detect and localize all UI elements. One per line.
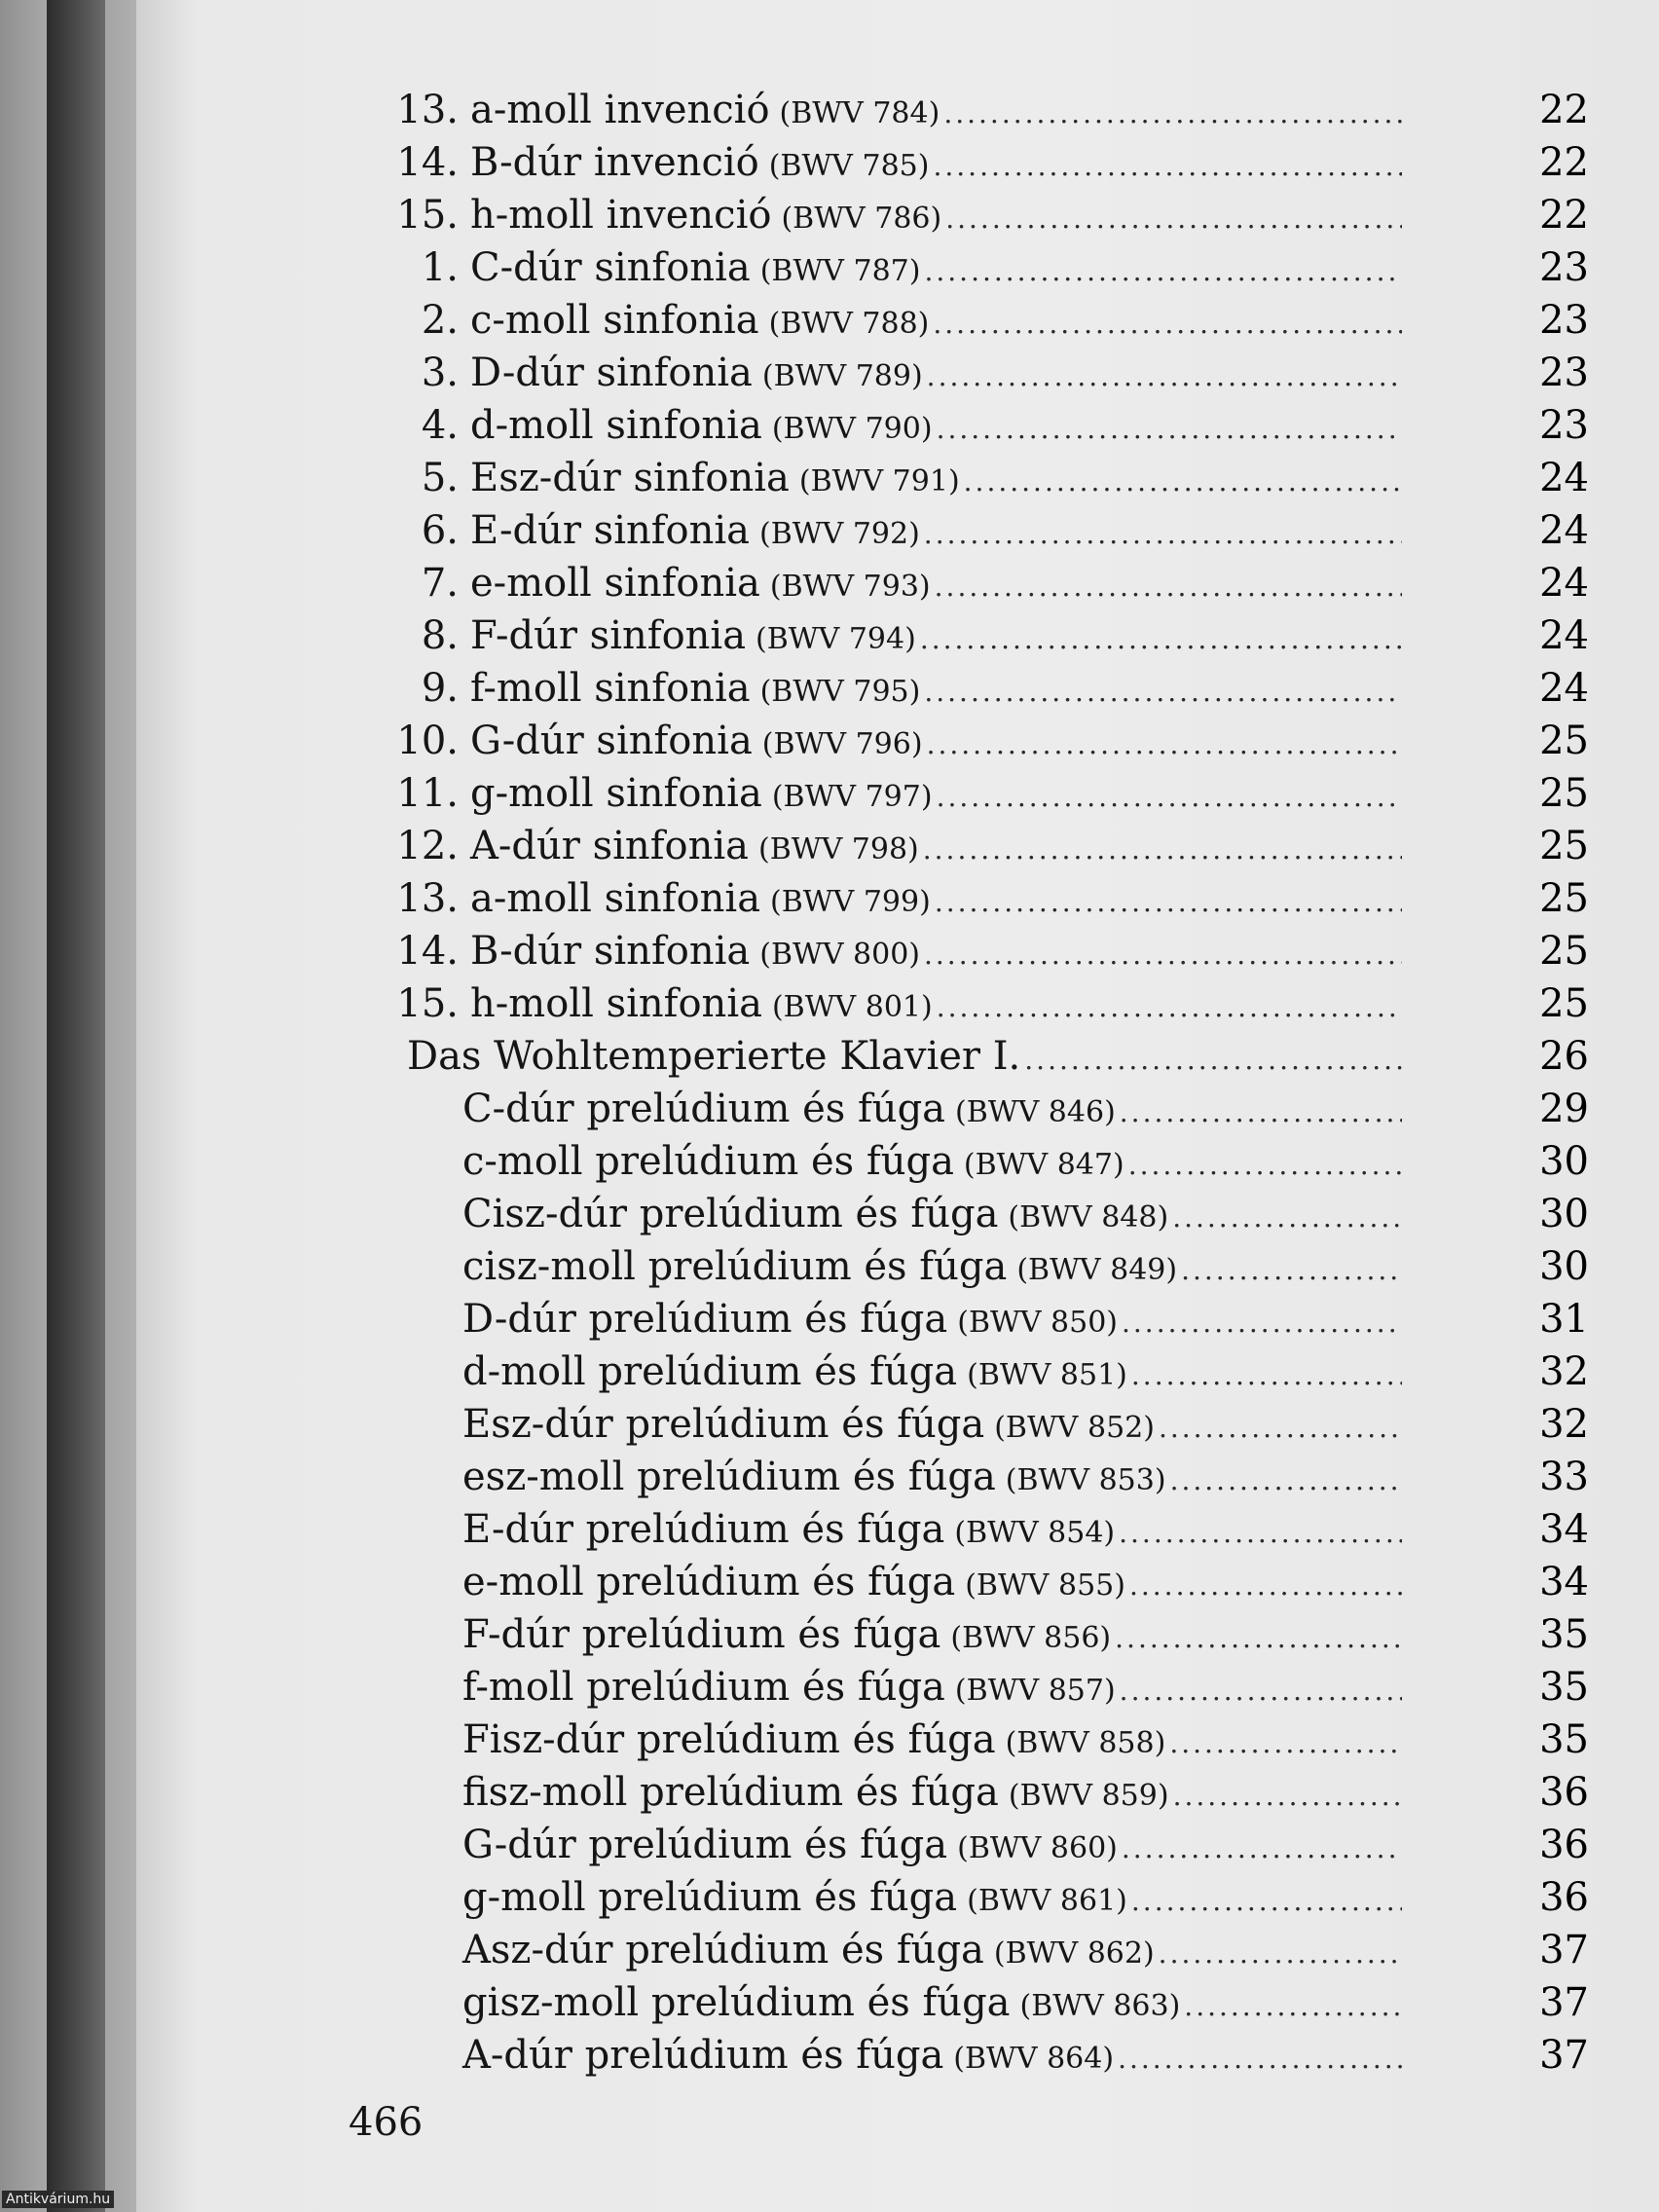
toc-entry-title: g-moll sinfonia bbox=[470, 771, 762, 816]
toc-entry bbox=[394, 929, 1402, 979]
toc-entry-page: 22 bbox=[1539, 140, 1589, 185]
dot-leader bbox=[937, 991, 1402, 1023]
toc-entry-title: esz-moll prelúdium és fúga bbox=[462, 1455, 996, 1499]
toc-entry bbox=[407, 1034, 1402, 1085]
toc-entry bbox=[462, 1612, 1402, 1663]
toc-entry-catalog-number: (BWV 849) bbox=[1016, 1253, 1178, 1287]
toc-entry-page: 37 bbox=[1539, 1928, 1589, 1972]
toc-entry-title: D-dúr sinfonia bbox=[470, 350, 753, 395]
dot-leader bbox=[935, 571, 1402, 603]
toc-entry bbox=[394, 771, 1402, 822]
toc-entry-title: F-dúr prelúdium és fúga bbox=[462, 1612, 941, 1657]
dot-leader bbox=[1115, 1622, 1402, 1654]
dot-leader bbox=[1181, 1254, 1402, 1286]
toc-entry-number: 12. bbox=[396, 824, 459, 868]
toc-entry-title: B-dúr sinfonia bbox=[470, 929, 751, 974]
toc-entry-title: Fisz-dúr prelúdium és fúga bbox=[462, 1717, 996, 1762]
toc-entry-number: 3. bbox=[421, 350, 459, 395]
toc-entry-number: 14. bbox=[396, 929, 459, 974]
toc-entry-catalog-number: (BWV 864) bbox=[953, 2042, 1115, 2076]
toc-entry-catalog-number: (BWV 859) bbox=[1008, 1779, 1169, 1813]
toc-entry-title: e-moll prelúdium és fúga bbox=[462, 1560, 956, 1604]
toc-entry-page: 36 bbox=[1539, 1770, 1589, 1815]
toc-entry-page: 22 bbox=[1539, 193, 1589, 238]
toc-entry-catalog-number: (BWV 790) bbox=[771, 412, 933, 446]
dot-leader bbox=[943, 97, 1402, 129]
toc-entry-page: 24 bbox=[1539, 613, 1589, 658]
toc-entry-page: 35 bbox=[1539, 1665, 1589, 1710]
toc-entry-title: B-dúr invenció bbox=[470, 140, 759, 185]
dot-leader bbox=[1159, 1937, 1402, 1970]
toc-entry-catalog-number: (BWV 788) bbox=[768, 307, 930, 341]
dot-leader bbox=[964, 465, 1402, 498]
toc-entry-title: Cisz-dúr prelúdium és fúga bbox=[462, 1192, 999, 1236]
toc-entry-title: f-moll sinfonia bbox=[470, 666, 751, 711]
page-number: 466 bbox=[349, 2100, 424, 2145]
dot-leader bbox=[1122, 1832, 1402, 1864]
toc-entry bbox=[394, 613, 1402, 664]
toc-entry bbox=[394, 298, 1402, 349]
toc-entry bbox=[394, 140, 1402, 191]
toc-entry bbox=[462, 1139, 1402, 1190]
toc-entry bbox=[394, 981, 1402, 1032]
toc-entry-page: 24 bbox=[1539, 561, 1589, 606]
toc-entry-catalog-number: (BWV 786) bbox=[781, 202, 942, 236]
toc-entry bbox=[462, 1349, 1402, 1400]
toc-entry-catalog-number: (BWV 856) bbox=[950, 1621, 1112, 1655]
toc-entry-page: 25 bbox=[1539, 824, 1589, 868]
toc-entry-page: 23 bbox=[1539, 298, 1589, 343]
dot-leader bbox=[1128, 1149, 1402, 1181]
toc-entry-catalog-number: (BWV 857) bbox=[954, 1674, 1116, 1708]
toc-entry bbox=[394, 245, 1402, 296]
dot-leader bbox=[935, 886, 1402, 918]
toc-entry-catalog-number: (BWV 861) bbox=[967, 1884, 1127, 1918]
toc-entry bbox=[462, 1402, 1402, 1453]
toc-entry-title: d-moll sinfonia bbox=[470, 403, 762, 448]
toc-entry-title: g-moll prelúdium és fúga bbox=[462, 1875, 958, 1920]
toc-entry-title: fisz-moll prelúdium és fúga bbox=[462, 1770, 999, 1815]
toc-entry-title: C-dúr prelúdium és fúga bbox=[462, 1087, 946, 1131]
toc-entry bbox=[394, 456, 1402, 506]
dot-leader bbox=[945, 203, 1402, 235]
toc-entry-page: 22 bbox=[1539, 88, 1589, 132]
book-spine-shadow bbox=[47, 0, 105, 2212]
toc-entry-number: 1. bbox=[421, 245, 459, 290]
dot-leader bbox=[1122, 1307, 1402, 1339]
toc-entry-page: 25 bbox=[1539, 876, 1589, 921]
toc-entry-title: f-moll prelúdium és fúga bbox=[462, 1665, 945, 1710]
toc-entry-page: 29 bbox=[1539, 1087, 1589, 1131]
toc-entry-catalog-number: (BWV 794) bbox=[756, 622, 916, 656]
toc-entry-page: 32 bbox=[1539, 1349, 1589, 1394]
toc-entry-page: 25 bbox=[1539, 981, 1589, 1026]
dot-leader bbox=[933, 308, 1402, 340]
toc-entry bbox=[462, 1087, 1402, 1137]
toc-entry-page: 25 bbox=[1539, 771, 1589, 816]
toc-entry-number: 5. bbox=[421, 456, 459, 500]
toc-entry-page: 24 bbox=[1539, 666, 1589, 711]
dot-leader bbox=[1129, 1569, 1402, 1602]
toc-entry-page: 30 bbox=[1539, 1192, 1589, 1236]
toc-entry-number: 15. bbox=[396, 193, 459, 238]
toc-entry-page: 23 bbox=[1539, 245, 1589, 290]
toc-entry-title: Das Wohltemperierte Klavier I. bbox=[407, 1034, 1021, 1079]
toc-entry-catalog-number: (BWV 787) bbox=[759, 254, 921, 288]
toc-entry-number: 14. bbox=[396, 140, 459, 185]
toc-entry bbox=[462, 1507, 1402, 1558]
toc-entry-title: d-moll prelúdium és fúga bbox=[462, 1349, 958, 1394]
dot-leader bbox=[1173, 1780, 1402, 1812]
dot-leader bbox=[924, 255, 1402, 287]
toc-entry-page: 30 bbox=[1539, 1244, 1589, 1289]
toc-entry-number: 9. bbox=[421, 666, 459, 711]
dot-leader bbox=[1184, 1990, 1402, 2022]
dot-leader bbox=[924, 518, 1402, 550]
toc-entry bbox=[394, 88, 1402, 138]
toc-entry-number: 15. bbox=[396, 981, 459, 1026]
toc-entry bbox=[462, 1770, 1402, 1821]
dot-leader bbox=[937, 413, 1402, 445]
toc-entry bbox=[462, 1455, 1402, 1505]
dot-leader bbox=[937, 781, 1402, 813]
dot-leader bbox=[1131, 1359, 1402, 1391]
toc-entry-number: 11. bbox=[396, 771, 459, 816]
toc-entry-title: D-dúr prelúdium és fúga bbox=[462, 1297, 948, 1342]
dot-leader bbox=[920, 623, 1402, 655]
toc-entry bbox=[462, 1875, 1402, 1926]
dot-leader bbox=[927, 360, 1402, 392]
toc-entry-title: a-moll sinfonia bbox=[470, 876, 761, 921]
toc-entry-catalog-number: (BWV 858) bbox=[1005, 1726, 1166, 1760]
toc-entry-page: 32 bbox=[1539, 1402, 1589, 1447]
table-of-contents bbox=[136, 88, 1659, 2078]
toc-entry-title: Asz-dúr prelúdium és fúga bbox=[462, 1928, 984, 1972]
toc-entry-title: h-moll sinfonia bbox=[470, 981, 762, 1026]
toc-entry bbox=[462, 1192, 1402, 1242]
toc-entry-page: 34 bbox=[1539, 1560, 1589, 1604]
toc-entry-page: 30 bbox=[1539, 1139, 1589, 1184]
toc-entry-title: gisz-moll prelúdium és fúga bbox=[462, 1980, 1011, 2025]
toc-entry bbox=[394, 719, 1402, 769]
toc-entry-catalog-number: (BWV 799) bbox=[770, 885, 931, 919]
toc-entry-catalog-number: (BWV 798) bbox=[757, 832, 919, 866]
toc-entry-page: 25 bbox=[1539, 929, 1589, 974]
toc-entry bbox=[462, 1823, 1402, 1873]
toc-entry-title: A-dúr prelúdium és fúga bbox=[462, 2033, 944, 2078]
toc-entry bbox=[394, 666, 1402, 717]
toc-entry-page: 36 bbox=[1539, 1823, 1589, 1867]
toc-entry bbox=[394, 561, 1402, 611]
toc-entry-catalog-number: (BWV 797) bbox=[771, 780, 933, 814]
toc-entry bbox=[462, 1717, 1402, 1768]
watermark: Antikvárium.hu bbox=[2, 2191, 114, 2208]
toc-entry-number: 2. bbox=[421, 298, 459, 343]
toc-entry-catalog-number: (BWV 792) bbox=[759, 517, 920, 551]
toc-entry-title: a-moll invenció bbox=[470, 88, 770, 132]
toc-entry-catalog-number: (BWV 847) bbox=[963, 1148, 1124, 1182]
toc-entry bbox=[462, 1244, 1402, 1295]
toc-entry-page: 24 bbox=[1539, 456, 1589, 500]
toc-entry bbox=[394, 193, 1402, 243]
dot-leader bbox=[1170, 1464, 1402, 1496]
toc-entry bbox=[394, 508, 1402, 559]
toc-entry bbox=[394, 824, 1402, 874]
toc-entry-catalog-number: (BWV 791) bbox=[798, 464, 960, 498]
toc-entry-title: c-moll prelúdium és fúga bbox=[462, 1139, 954, 1184]
toc-entry-page: 36 bbox=[1539, 1875, 1589, 1920]
toc-entry-catalog-number: (BWV 784) bbox=[779, 96, 940, 130]
toc-entry bbox=[462, 1980, 1402, 2031]
toc-entry-title: E-dúr sinfonia bbox=[470, 508, 751, 553]
toc-entry-title: cisz-moll prelúdium és fúga bbox=[462, 1244, 1008, 1289]
toc-entry-number: 7. bbox=[421, 561, 459, 606]
dot-leader bbox=[923, 833, 1402, 866]
toc-entry-title: E-dúr prelúdium és fúga bbox=[462, 1507, 945, 1552]
toc-entry-catalog-number: (BWV 801) bbox=[771, 990, 933, 1024]
toc-entry bbox=[394, 350, 1402, 401]
toc-entry-catalog-number: (BWV 853) bbox=[1005, 1463, 1166, 1497]
toc-entry-page: 37 bbox=[1539, 1980, 1589, 2025]
toc-entry-catalog-number: (BWV 846) bbox=[955, 1095, 1116, 1129]
toc-entry-title: c-moll sinfonia bbox=[470, 298, 759, 343]
toc-entry-number: 13. bbox=[396, 876, 459, 921]
toc-entry-page: 24 bbox=[1539, 508, 1589, 553]
toc-entry-catalog-number: (BWV 854) bbox=[954, 1516, 1116, 1550]
toc-entry-number: 4. bbox=[421, 403, 459, 448]
dot-leader bbox=[1172, 1201, 1402, 1234]
toc-entry-catalog-number: (BWV 851) bbox=[967, 1358, 1127, 1392]
toc-entry bbox=[462, 1665, 1402, 1715]
toc-entry-page: 37 bbox=[1539, 2033, 1589, 2078]
toc-entry-title: G-dúr sinfonia bbox=[470, 719, 753, 763]
toc-entry-page: 23 bbox=[1539, 350, 1589, 395]
dot-leader bbox=[1118, 2043, 1402, 2075]
toc-entry-page: 34 bbox=[1539, 1507, 1589, 1552]
dot-leader bbox=[1159, 1412, 1402, 1444]
toc-entry-title: h-moll invenció bbox=[470, 193, 772, 238]
toc-entry-catalog-number: (BWV 863) bbox=[1019, 1989, 1181, 2023]
dot-leader bbox=[1024, 1044, 1402, 1076]
toc-entry-page: 35 bbox=[1539, 1612, 1589, 1657]
toc-entry-title: G-dúr prelúdium és fúga bbox=[462, 1823, 948, 1867]
dot-leader bbox=[1131, 1885, 1402, 1917]
dot-leader bbox=[924, 939, 1402, 971]
toc-entry-title: C-dúr sinfonia bbox=[470, 245, 751, 290]
toc-entry-catalog-number: (BWV 795) bbox=[759, 675, 921, 709]
toc-entry-catalog-number: (BWV 785) bbox=[768, 149, 930, 183]
toc-entry-page: 25 bbox=[1539, 719, 1589, 763]
dot-leader bbox=[1169, 1727, 1402, 1759]
toc-entry-number: 13. bbox=[396, 88, 459, 132]
toc-entry-catalog-number: (BWV 862) bbox=[993, 1936, 1155, 1971]
toc-entry-number: 6. bbox=[421, 508, 459, 553]
toc-entry-number: 10. bbox=[396, 719, 459, 763]
toc-entry-catalog-number: (BWV 850) bbox=[957, 1306, 1118, 1340]
toc-entry bbox=[462, 2033, 1402, 2083]
toc-entry-catalog-number: (BWV 796) bbox=[761, 727, 923, 761]
toc-entry-catalog-number: (BWV 800) bbox=[759, 938, 920, 972]
toc-entry-page: 31 bbox=[1539, 1297, 1589, 1342]
dot-leader bbox=[1119, 1517, 1402, 1549]
dot-leader bbox=[1120, 1675, 1402, 1707]
toc-entry-catalog-number: (BWV 860) bbox=[957, 1831, 1118, 1865]
toc-entry-page: 35 bbox=[1539, 1717, 1589, 1762]
dot-leader bbox=[1120, 1096, 1402, 1128]
toc-entry bbox=[462, 1560, 1402, 1610]
toc-entry-title: Esz-dúr sinfonia bbox=[470, 456, 790, 500]
dot-leader bbox=[924, 676, 1402, 708]
toc-entry-title: A-dúr sinfonia bbox=[470, 824, 749, 868]
book-page bbox=[136, 0, 1659, 2212]
toc-entry-number: 8. bbox=[421, 613, 459, 658]
toc-entry-title: F-dúr sinfonia bbox=[470, 613, 747, 658]
toc-entry-title: e-moll sinfonia bbox=[470, 561, 760, 606]
toc-entry-catalog-number: (BWV 855) bbox=[965, 1568, 1125, 1603]
toc-entry-catalog-number: (BWV 852) bbox=[994, 1411, 1155, 1445]
toc-entry bbox=[394, 876, 1402, 927]
toc-entry-catalog-number: (BWV 848) bbox=[1008, 1200, 1169, 1235]
dot-leader bbox=[933, 150, 1402, 182]
toc-entry bbox=[462, 1297, 1402, 1347]
toc-entry-catalog-number: (BWV 793) bbox=[769, 570, 931, 604]
toc-entry-catalog-number: (BWV 789) bbox=[761, 359, 923, 393]
toc-entry-title: Esz-dúr prelúdium és fúga bbox=[462, 1402, 985, 1447]
dot-leader bbox=[927, 728, 1402, 760]
toc-entry bbox=[394, 403, 1402, 454]
toc-entry-page: 23 bbox=[1539, 403, 1589, 448]
toc-entry-page: 26 bbox=[1539, 1034, 1589, 1079]
toc-entry-page: 33 bbox=[1539, 1455, 1589, 1499]
toc-entry bbox=[462, 1928, 1402, 1978]
